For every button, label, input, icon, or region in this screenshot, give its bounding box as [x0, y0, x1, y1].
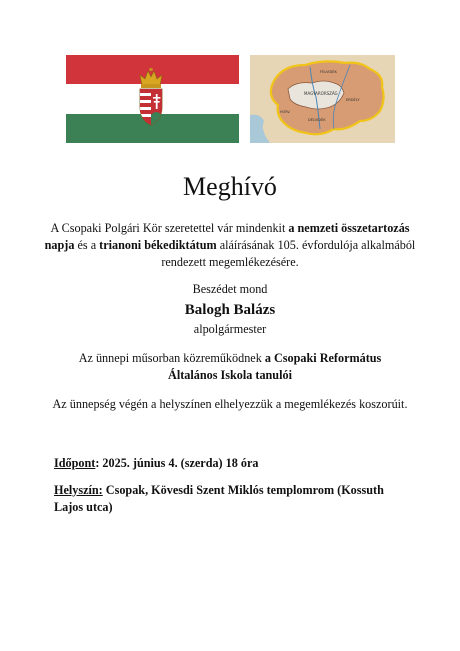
time-label: Időpont	[54, 456, 96, 470]
invitation-bold-2: trianoni békediktátum	[99, 238, 217, 252]
program-text: Az ünnepi műsorban közreműködnek	[78, 351, 265, 365]
historic-hungary-map-image	[250, 55, 395, 143]
coat-of-arms-icon	[136, 67, 166, 133]
speaker-name: Balogh Balázs	[184, 302, 276, 318]
invitation-bold-1: a nemzeti összetartozás napja	[44, 221, 410, 252]
invitation-paragraph	[40, 220, 420, 271]
svg-text:FELVIDÉK: FELVIDÉK	[320, 70, 337, 74]
map-icon	[250, 55, 395, 143]
invitation-text-2: és a	[74, 238, 100, 252]
speaker-role: alpolgármester	[193, 322, 267, 336]
event-time	[54, 455, 414, 472]
svg-text:ERDÉLY: ERDÉLY	[346, 98, 360, 102]
svg-text:HORV.: HORV.	[280, 110, 291, 114]
place-value: Csopak, Kövesdi Szent Miklós templomrom (Kossuth Lajos utca)	[54, 483, 384, 514]
speech-intro: Beszédet mond	[192, 282, 268, 296]
invitation-text-3: aláírásának 105. évfordulója alkalmából rendezett megemlékezésére.	[161, 238, 416, 269]
place-label: Helyszín:	[54, 483, 103, 497]
page-title: Meghívó	[183, 172, 277, 201]
program-bold: a Csopaki Református Általános Iskola tanulói	[168, 351, 382, 382]
wreath-paragraph: Az ünnepség végén a helyszínen elhelyezzük a megemlékezés koszorúit.	[52, 397, 408, 411]
svg-text:MAGYARORSZÁG: MAGYARORSZÁG	[304, 91, 338, 96]
time-value: : 2025. június 4. (szerda) 18 óra	[95, 456, 259, 470]
svg-text:DÉLVIDÉK: DÉLVIDÉK	[308, 118, 326, 122]
invitation-text-1: A Csopaki Polgári Kör szeretettel vár mindenkit	[50, 221, 289, 235]
hungarian-flag-image	[66, 55, 239, 143]
event-place	[54, 482, 414, 516]
program-paragraph	[70, 350, 390, 384]
